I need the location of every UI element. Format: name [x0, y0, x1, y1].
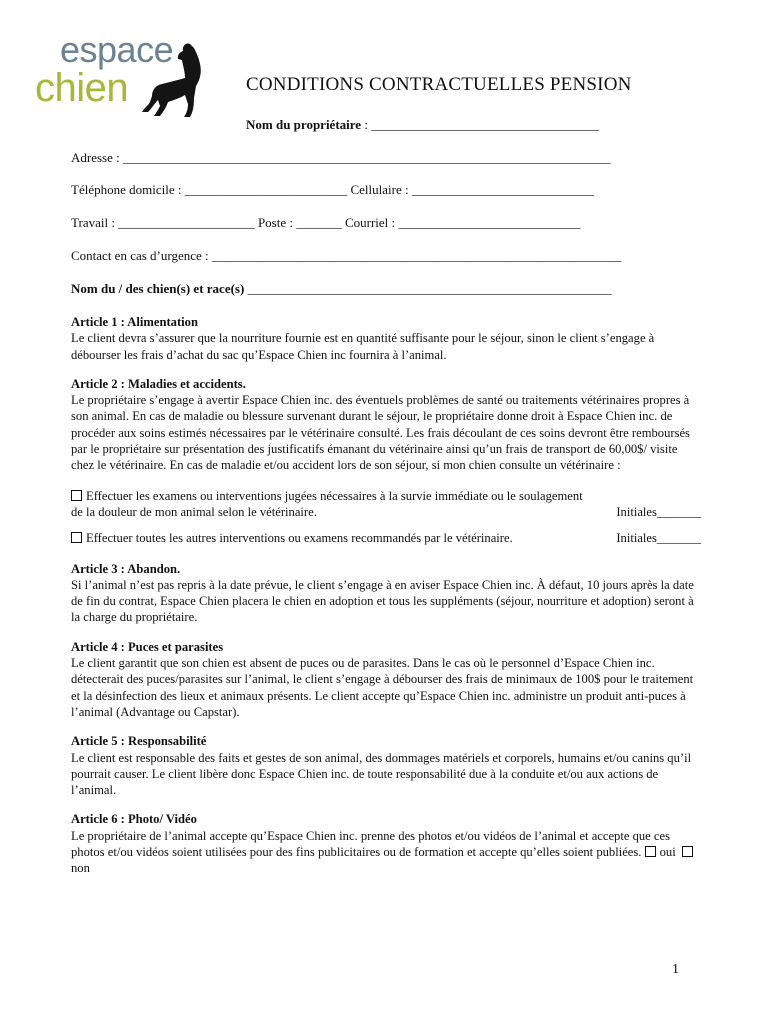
article-4 — [71, 639, 701, 720]
article-body: Le client garantit que son chien est absent de puces ou de parasites. Dans le cas où le personnel d’Espace Chien inc. détecterait des puces/parasites sur l’animal, le client s’engage à débourser des frais de minimaux de 100$ pour le traitement et la désinfection des lieux et animaux présents. Le client accepte qu’Espace Chien inc. administre un produit anti-puces à l’animal (Advantage ou Capstar). — [71, 656, 694, 719]
article-5 — [71, 733, 701, 798]
article-title: Article 5 : Responsabilité — [71, 734, 207, 749]
article-body: Le client est responsable des faits et gestes de son animal, des dommages matériels et corporels, humains et/ou canins qu’il pourrait causer. Le client libère donc Espace Chien inc. de toute responsabilité due à la conduite et/ou aux actions de l’animal. — [71, 750, 692, 798]
initials-blank: Initiales_______ — [616, 531, 701, 546]
company-logo — [30, 28, 210, 123]
option-text: Effectuer toutes les autres interventions ou examens recommandés par le vétérinaire. — [86, 531, 513, 546]
dogs-label: Nom du / des chien(s) et race(s) — [71, 281, 245, 296]
option-text: Effectuer les examens ou interventions jugées nécessaires à la survie immédiate ou le soulagement de la douleur de mon animal selon le vétérinaire. — [71, 488, 583, 519]
dog-silhouette-icon — [130, 40, 210, 120]
articles-section — [71, 314, 701, 890]
logo-word-chien: chien — [35, 66, 129, 110]
article-3 — [71, 561, 701, 626]
article-body: Le client devra s’assurer que la nourriture fournie est en quantité suffisante pour le séjour, sinon le client s’engage à débourser les frais d’achat du sac qu’Espace Chien inc fournira à l’animal. — [71, 331, 655, 362]
owner-separator: : — [361, 117, 372, 132]
work-field: Travail : _____________________ Poste : _______ Courriel : ____________________________ — [71, 215, 581, 230]
article-6 — [71, 811, 701, 876]
vet-option-urgent — [71, 488, 701, 521]
article-body: Si l’animal n’est pas repris à la date prévue, le client s’engage à en aviser Espace Chien inc. À défaut, 10 jours après la date de fin du contrat, Espace Chien placera le chien en adoption et tous les suppléments (séjour, nourriture et adoption) seront à la charge du propriétaire. — [71, 577, 694, 625]
article-2 — [71, 376, 701, 474]
phone-field: Téléphone domicile : _________________________ Cellulaire : ____________________________ — [71, 182, 594, 197]
article-title: Article 3 : Abandon. — [71, 561, 181, 576]
checkbox-photo-no[interactable] — [682, 846, 693, 857]
article-body: Le propriétaire de l’animal accepte qu’Espace Chien inc. prenne des photos et/ou vidéos de l’animal et accepte que ces photos et/ou vidéos soient utilisées pour des fins publicitaires ou de formation et accepte qu’elles soient publiées. — [71, 828, 670, 860]
article-title: Article 4 : Puces et parasites — [71, 639, 224, 654]
photo-no-label: non — [71, 861, 90, 876]
article-body: Le propriétaire s’engage à avertir Espace Chien inc. des éventuels problèmes de santé ou traitements vétérinaires propres à son animal. En cas de maladie ou blessure survenant durant le séjour, le propriétaire donne droit à Espace Chien inc. de procéder aux soins estimés nécessaires par le vétérinaire consulté. Les frais découlant de ces soins devront être remboursés par le propriétaire sur présentation des justificatifs émanant du vétérinaire ainsi qu’un frais de transport de 60,00$/ visite chez le vétérinaire. En cas de maladie et/ou accident lors de son séjour, si mon chien consulte un vétérinaire : — [71, 393, 690, 473]
dogs-field — [71, 281, 612, 297]
page-title: CONDITIONS CONTRACTUELLES PENSION — [246, 74, 632, 95]
owner-label: Nom du propriétaire — [246, 117, 362, 132]
checkbox-photo-yes[interactable] — [645, 846, 656, 857]
owner-name-field — [246, 117, 599, 133]
initials-blank: Initiales_______ — [616, 504, 701, 519]
article-title: Article 2 : Maladies et accidents. — [71, 376, 246, 391]
article-title: Article 6 : Photo/ Vidéo — [71, 812, 197, 827]
checkbox-other-care[interactable] — [71, 532, 82, 543]
owner-blank-line: ___________________________________ — [371, 117, 599, 132]
photo-yes-label: oui — [659, 845, 676, 860]
page-number: 1 — [672, 962, 679, 977]
emergency-contact-field: Contact en cas d’urgence : _______________________________________________________________ — [71, 248, 622, 263]
checkbox-urgent-care[interactable] — [71, 490, 82, 501]
article-title: Article 1 : Alimentation — [71, 315, 198, 329]
logo-word-espace: espace — [60, 29, 174, 70]
vet-option-other — [71, 530, 701, 546]
dogs-blank-line: ________________________________________________________ — [244, 281, 612, 296]
article-1 — [71, 314, 701, 363]
address-field: Adresse : ___________________________________________________________________________ — [71, 150, 611, 165]
